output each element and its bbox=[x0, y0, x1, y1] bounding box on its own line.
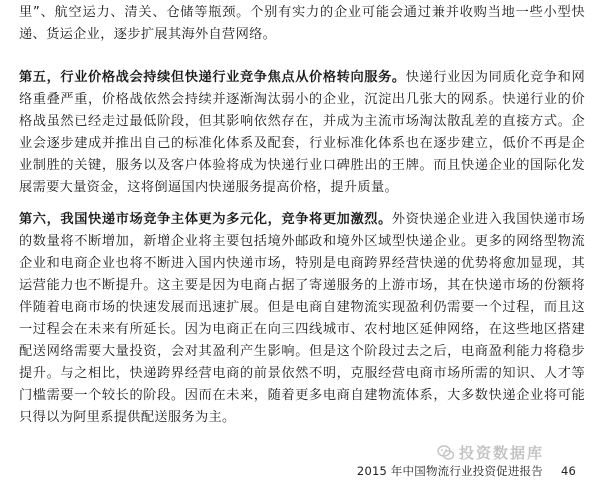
section-five-body: 快递行业因为同质化竞争和网络重叠严重，价格战依然会持续并逐渐淘汰弱小的企业，沉淀出几张大的网系。快递行业的价格战虽然已经走过最低阶段，但其影响依然存在，并成为主流市场淘汰散乱差的直接方式。企业会逐步建成并推出自己的标准化体系及配套，行业标准化体系也在逐步建立，低价不再是企业制胜的关键，服务以及客户体验将成为快递行业口碑胜出的王牌。而且快递企业的国际化发展需要大量资金，这将倒逼国内快递服务提高价格，提升质量。 bbox=[19, 70, 585, 195]
intro-paragraph bbox=[19, 2, 585, 46]
section-five-heading: 第五，行业价格战会持续但快递行业竞争焦点从价格转向服务。 bbox=[19, 70, 406, 85]
section-six-body: 外资快递企业进入我国快递市场的数量将不断增加，新增企业将主要包括境外邮政和境外区域型快递企业。更多的网络型物流企业和电商企业也将不断进入国内快递市场，特别是电商跨界经营快递的优势将愈加显现，其运营能力也不断提升。这主要是因为电商占据了寄递服务的上游市场，其在快递市场的份额将伴随着电商市场的快速发展而迅速扩展。但是电商自建物流实现盈利仍需要一个过程，而且这一过程会在未来有所延长。因为电商正在向三四线城市、农村地区延伸网络，在这些地区搭建配送网络需要大量投资，会对其盈利产生影响。但是这个阶段过去之后，电商盈利能力将稳步提升。与之相比，快递跨界经营电商的前景依然不明，克服经营电商市场所需的知识、人才等门槛需要一个较长的阶段。因而在未来，随着更多电商自建物流体系，大多数快递企业将可能只得以为阿里系提供配送服务为主。 bbox=[19, 212, 585, 425]
page-number: 46 bbox=[560, 464, 576, 478]
section-six-paragraph bbox=[19, 209, 585, 429]
report-title: 2015 年中国物流行业投资促进报告 bbox=[356, 464, 543, 478]
page-footer bbox=[0, 463, 576, 479]
watermark-text: 投资数据库 bbox=[458, 444, 544, 462]
intro-text: 里”、航空运力、清关、仓储等瓶颈。个别有实力的企业可能会通过兼并收购当地一些小型快递、货运企业，逐步扩展其海外自营网络。 bbox=[19, 5, 585, 42]
section-five-paragraph bbox=[19, 67, 585, 199]
watermark bbox=[437, 442, 544, 463]
wechat-icon bbox=[437, 444, 455, 462]
section-six-heading: 第六，我国快递市场竞争主体更为多元化，竞争将更加激烈。 bbox=[19, 212, 392, 227]
